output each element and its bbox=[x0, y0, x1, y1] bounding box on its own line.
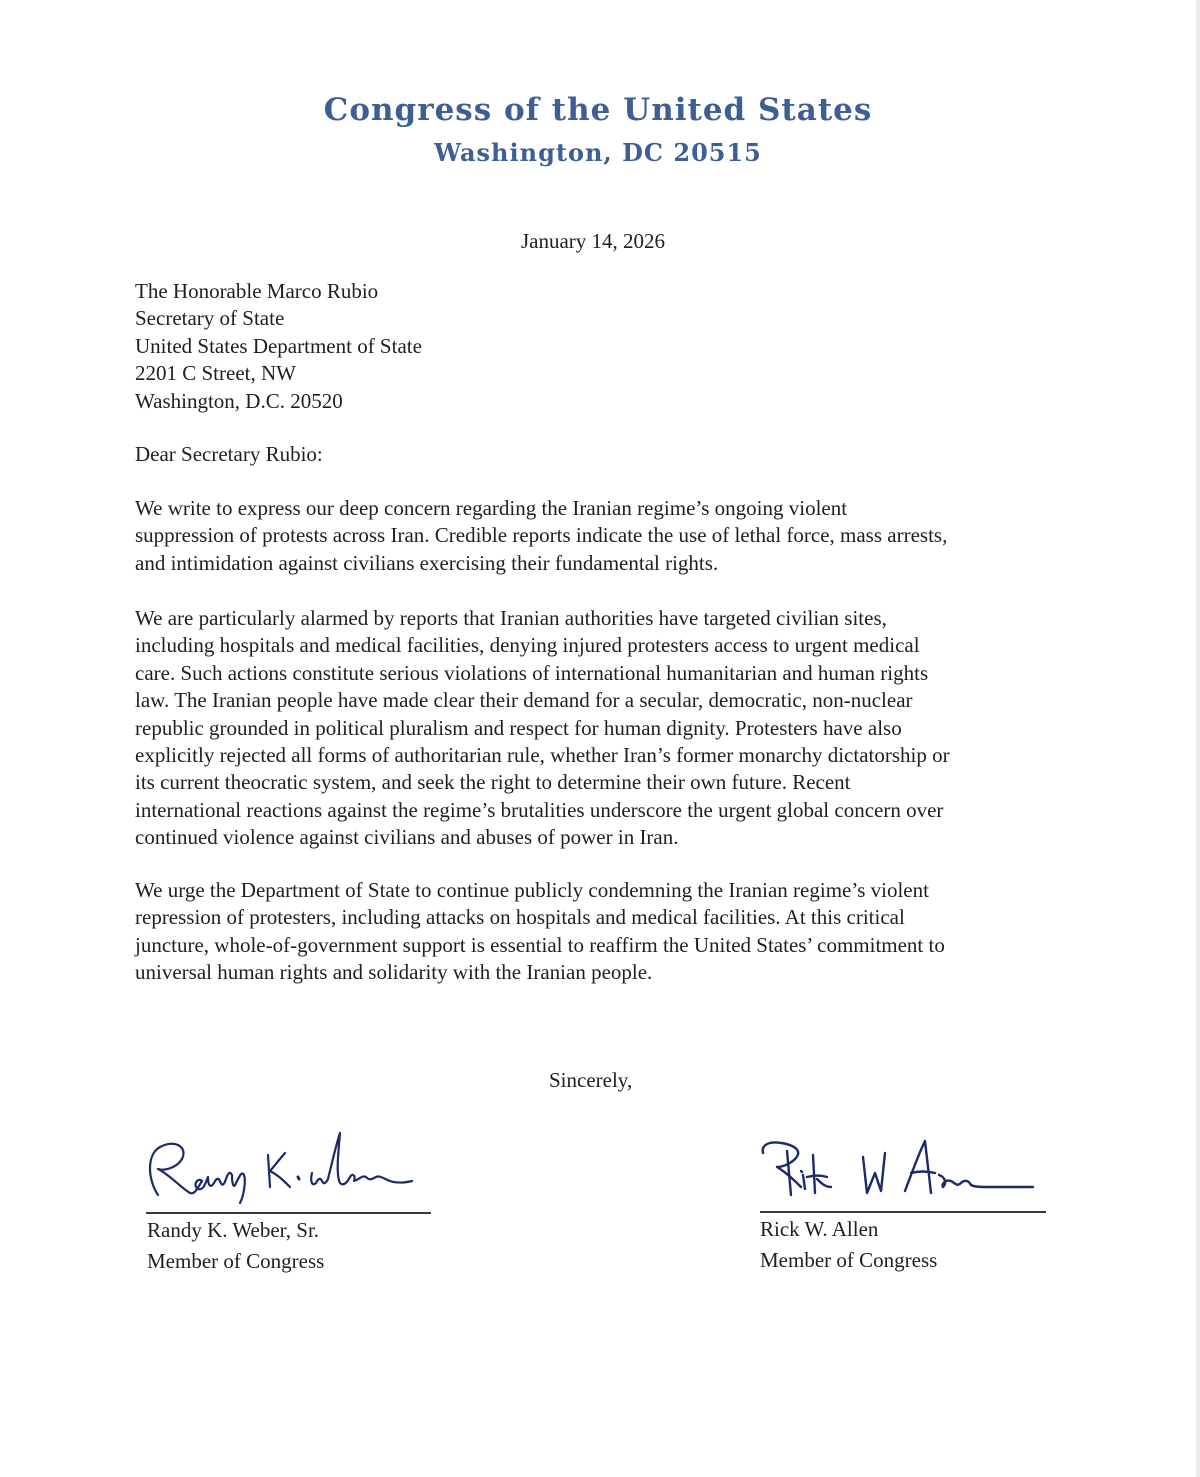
paragraph-line: republic grounded in political pluralism and respect for human dignity. Protesters have also bbox=[135, 715, 902, 740]
signatory-weber bbox=[147, 1215, 324, 1277]
paragraph-line: care. Such actions constitute serious violations of international humanitarian and human rights bbox=[135, 660, 929, 685]
paragraph-line: explicitly rejected all forms of authoritarian rule, whether Iran’s former monarchy dictatorship or bbox=[135, 743, 950, 768]
paragraph-line: continued violence against civilians and abuses of power in Iran. bbox=[135, 825, 679, 850]
paragraph-line: its current theocratic system, and seek the right to determine their own future. Recent bbox=[135, 770, 851, 795]
paragraph-line: universal human rights and solidarity with the Iranian people. bbox=[135, 960, 653, 985]
letterhead-address: Washington, DC 20515 bbox=[434, 138, 762, 167]
signatory-allen bbox=[760, 1214, 937, 1276]
paragraph-line: We urge the Department of State to continue publicly condemning the Iranian regime’s violent bbox=[135, 878, 929, 902]
paragraph-line: law. The Iranian people have made clear their demand for a secular, democratic, non-nuclear bbox=[135, 688, 913, 713]
paragraph-line: We write to express our deep concern regarding the Iranian regime’s ongoing violent bbox=[135, 496, 848, 520]
paragraph-line: repression of protesters, including attacks on hospitals and medical facilities. At this critical bbox=[135, 905, 905, 930]
signature-line-left bbox=[146, 1212, 431, 1214]
paragraph-line: and intimidation against civilians exercising their fundamental rights. bbox=[135, 550, 719, 575]
body-paragraph-1 bbox=[135, 495, 1065, 577]
recipient-line: The Honorable Marco Rubio bbox=[135, 279, 379, 303]
body-paragraph-2 bbox=[135, 605, 1065, 852]
signatory-title: Member of Congress bbox=[147, 1249, 325, 1273]
signatory-name: Randy K. Weber, Sr. bbox=[147, 1218, 320, 1242]
recipient-line: Secretary of State bbox=[135, 306, 285, 331]
recipient-line: Washington, D.C. 20520 bbox=[135, 388, 343, 413]
recipient-address bbox=[135, 278, 422, 415]
paragraph-line: We are particularly alarmed by reports that Iranian authorities have targeted civilian sites, bbox=[135, 606, 887, 630]
paragraph-line: international reactions against the regime’s brutalities underscore the urgent global concern over bbox=[135, 797, 944, 822]
paragraph-line: juncture, whole-of-government support is essential to reaffirm the United States’ commitment to bbox=[135, 932, 945, 957]
salutation: Dear Secretary Rubio: bbox=[135, 442, 323, 466]
paragraph-line: including hospitals and medical facilities, denying injured protesters access to urgent medical bbox=[135, 633, 920, 658]
page-edge bbox=[1196, 0, 1200, 1477]
letterhead-title: Congress of the United States bbox=[323, 92, 873, 128]
signatory-name: Rick W. Allen bbox=[760, 1217, 879, 1241]
paragraph-line: suppression of protests across Iran. Credible reports indicate the use of lethal force, mass arrests, bbox=[135, 523, 948, 548]
signatory-title: Member of Congress bbox=[760, 1248, 938, 1272]
recipient-line: United States Department of State bbox=[135, 333, 422, 358]
recipient-line: 2201 C Street, NW bbox=[135, 361, 296, 386]
signature-line-right bbox=[760, 1211, 1046, 1213]
closing: Sincerely, bbox=[549, 1068, 633, 1092]
signature-allen bbox=[755, 1135, 1045, 1210]
signature-weber bbox=[140, 1125, 430, 1210]
body-paragraph-3 bbox=[135, 877, 1065, 987]
letter-date: January 14, 2026 bbox=[520, 229, 666, 253]
